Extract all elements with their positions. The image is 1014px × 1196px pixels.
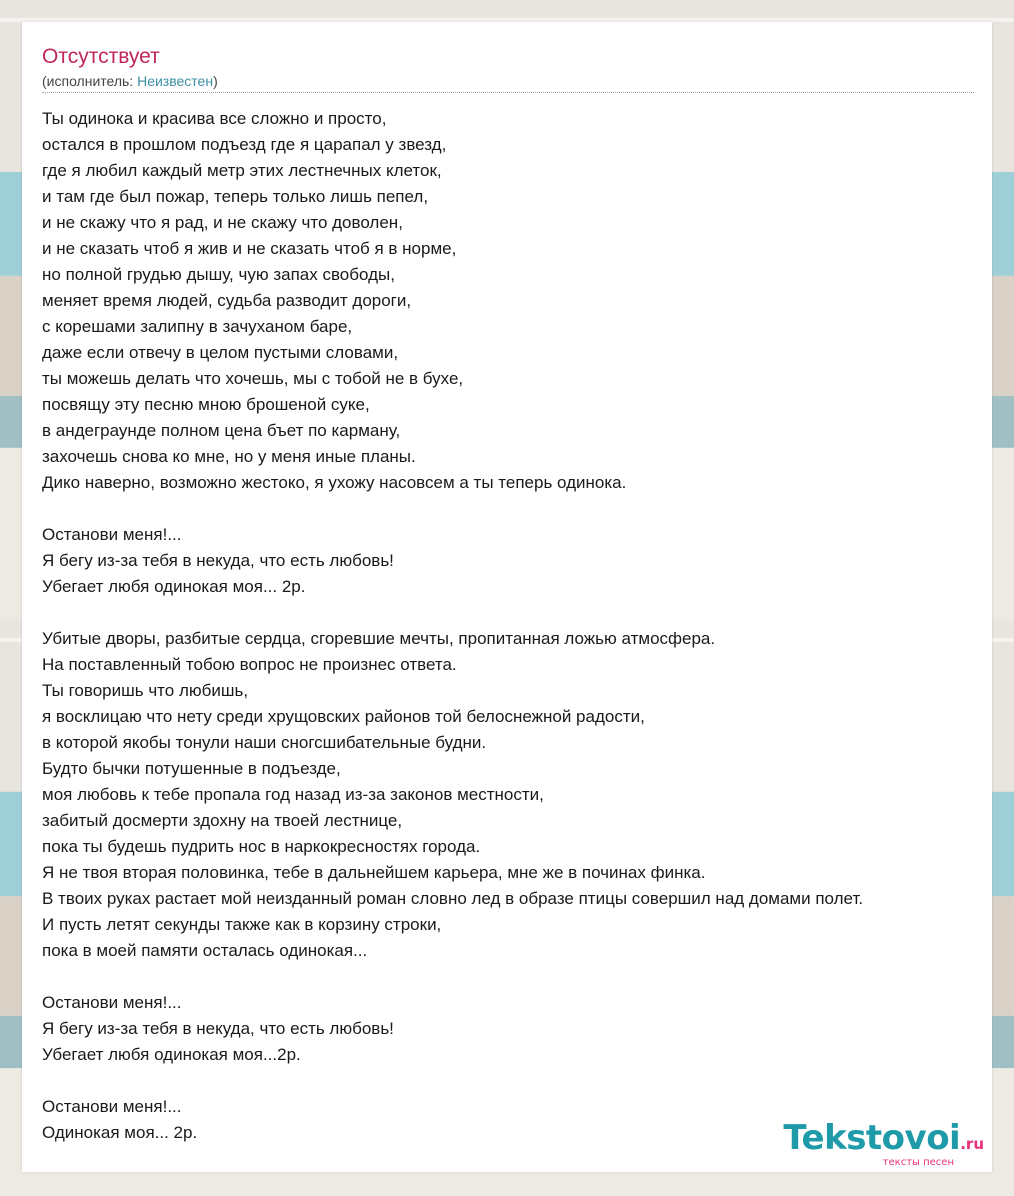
lyric-line: Останови меня!...: [42, 525, 182, 544]
lyric-line: и не сказать чтоб я жив и не сказать чтоб я в норме,: [42, 239, 457, 258]
logo-name: Tekstovoi: [783, 1118, 961, 1158]
logo-tld: .ru: [960, 1135, 984, 1153]
artist-suffix: ): [213, 73, 218, 89]
artist-prefix: (исполнитель:: [42, 73, 138, 89]
site-logo[interactable]: [783, 1120, 984, 1168]
lyric-line: забитый досмерти здохну на твоей лестнице,: [42, 811, 403, 830]
artist-line: [42, 72, 218, 90]
lyrics-card: [22, 22, 992, 1172]
lyric-line: Убитые дворы, разбитые сердца, сгоревшие мечты, пропитанная ложью атмосфера.: [42, 629, 716, 648]
lyric-line: Я бегу из-за тебя в некуда, что есть любовь!: [42, 551, 394, 570]
lyric-line: Убегает любя одинокая моя... 2р.: [42, 577, 306, 596]
lyric-line: остался в прошлом подъезд где я царапал у звезд,: [42, 135, 447, 154]
lyric-line: Ты говоришь что любишь,: [42, 681, 249, 700]
lyric-line: пока в моей памяти осталась одинокая...: [42, 941, 368, 960]
lyric-line: Ты одинока и красива все сложно и просто,: [42, 109, 387, 128]
lyric-line: в которой якобы тонули наши сногсшибательные будни.: [42, 733, 487, 752]
lyric-line: посвящу эту песню мною брошеной суке,: [42, 395, 370, 414]
lyric-line: Дико наверно, возможно жестоко, я ухожу насовсем а ты теперь одинока.: [42, 473, 627, 492]
title-divider: [42, 92, 974, 93]
lyrics-text: [42, 106, 1014, 1146]
lyric-line: Убегает любя одинокая моя...2р.: [42, 1045, 301, 1064]
lyric-line: На поставленный тобою вопрос не произнес ответа.: [42, 655, 457, 674]
lyric-line: даже если отвечу в целом пустыми словами,: [42, 343, 399, 362]
lyric-line: где я любил каждый метр этих лестнечных клеток,: [42, 161, 442, 180]
lyric-blank-line: [42, 600, 1014, 626]
lyric-line: Я не твоя вторая половинка, тебе в дальнейшем карьера, мне же в починах финка.: [42, 863, 706, 882]
lyric-line: Останови меня!...: [42, 1097, 182, 1116]
logo-wordmark: [783, 1120, 984, 1162]
lyric-blank-line: [42, 964, 1014, 990]
artist-link[interactable]: Неизвестен: [137, 73, 214, 89]
lyric-line: Останови меня!...: [42, 993, 182, 1012]
lyric-line: и не скажу что я рад, и не скажу что доволен,: [42, 213, 403, 232]
lyric-line: в андеграунде полном цена бъет по карману,: [42, 421, 401, 440]
lyric-line: Одинокая моя... 2р.: [42, 1123, 198, 1142]
lyric-line: ты можешь делать что хочешь, мы с тобой не в бухе,: [42, 369, 464, 388]
lyric-line: и там где был пожар, теперь только лишь пепел,: [42, 187, 429, 206]
lyric-line: с корешами залипну в зачуханом баре,: [42, 317, 353, 336]
lyric-line: я восклицаю что нету среди хрущовских районов той белоснежной радости,: [42, 707, 645, 726]
lyric-blank-line: [42, 496, 1014, 522]
lyric-line: пока ты будешь пудрить нос в наркокресностях города.: [42, 837, 481, 856]
lyric-line: Я бегу из-за тебя в некуда, что есть любовь!: [42, 1019, 394, 1038]
lyric-line: захочешь снова ко мне, но у меня иные планы.: [42, 447, 416, 466]
lyric-line: В твоих руках растает мой неизданный роман словно лед в образе птицы совершил над домами полет.: [42, 889, 864, 908]
lyric-line: моя любовь к тебе пропала год назад из-за законов местности,: [42, 785, 544, 804]
logo-subtitle: тексты песен: [882, 1157, 954, 1168]
song-title: Отсутствует: [42, 45, 160, 68]
lyric-line: И пусть летят секунды также как в корзину строки,: [42, 915, 442, 934]
lyric-line: меняет время людей, судьба разводит дороги,: [42, 291, 412, 310]
lyric-blank-line: [42, 1068, 1014, 1094]
lyric-line: Будто бычки потушенные в подъезде,: [42, 759, 341, 778]
lyric-line: но полной грудью дышу, чую запах свободы,: [42, 265, 395, 284]
